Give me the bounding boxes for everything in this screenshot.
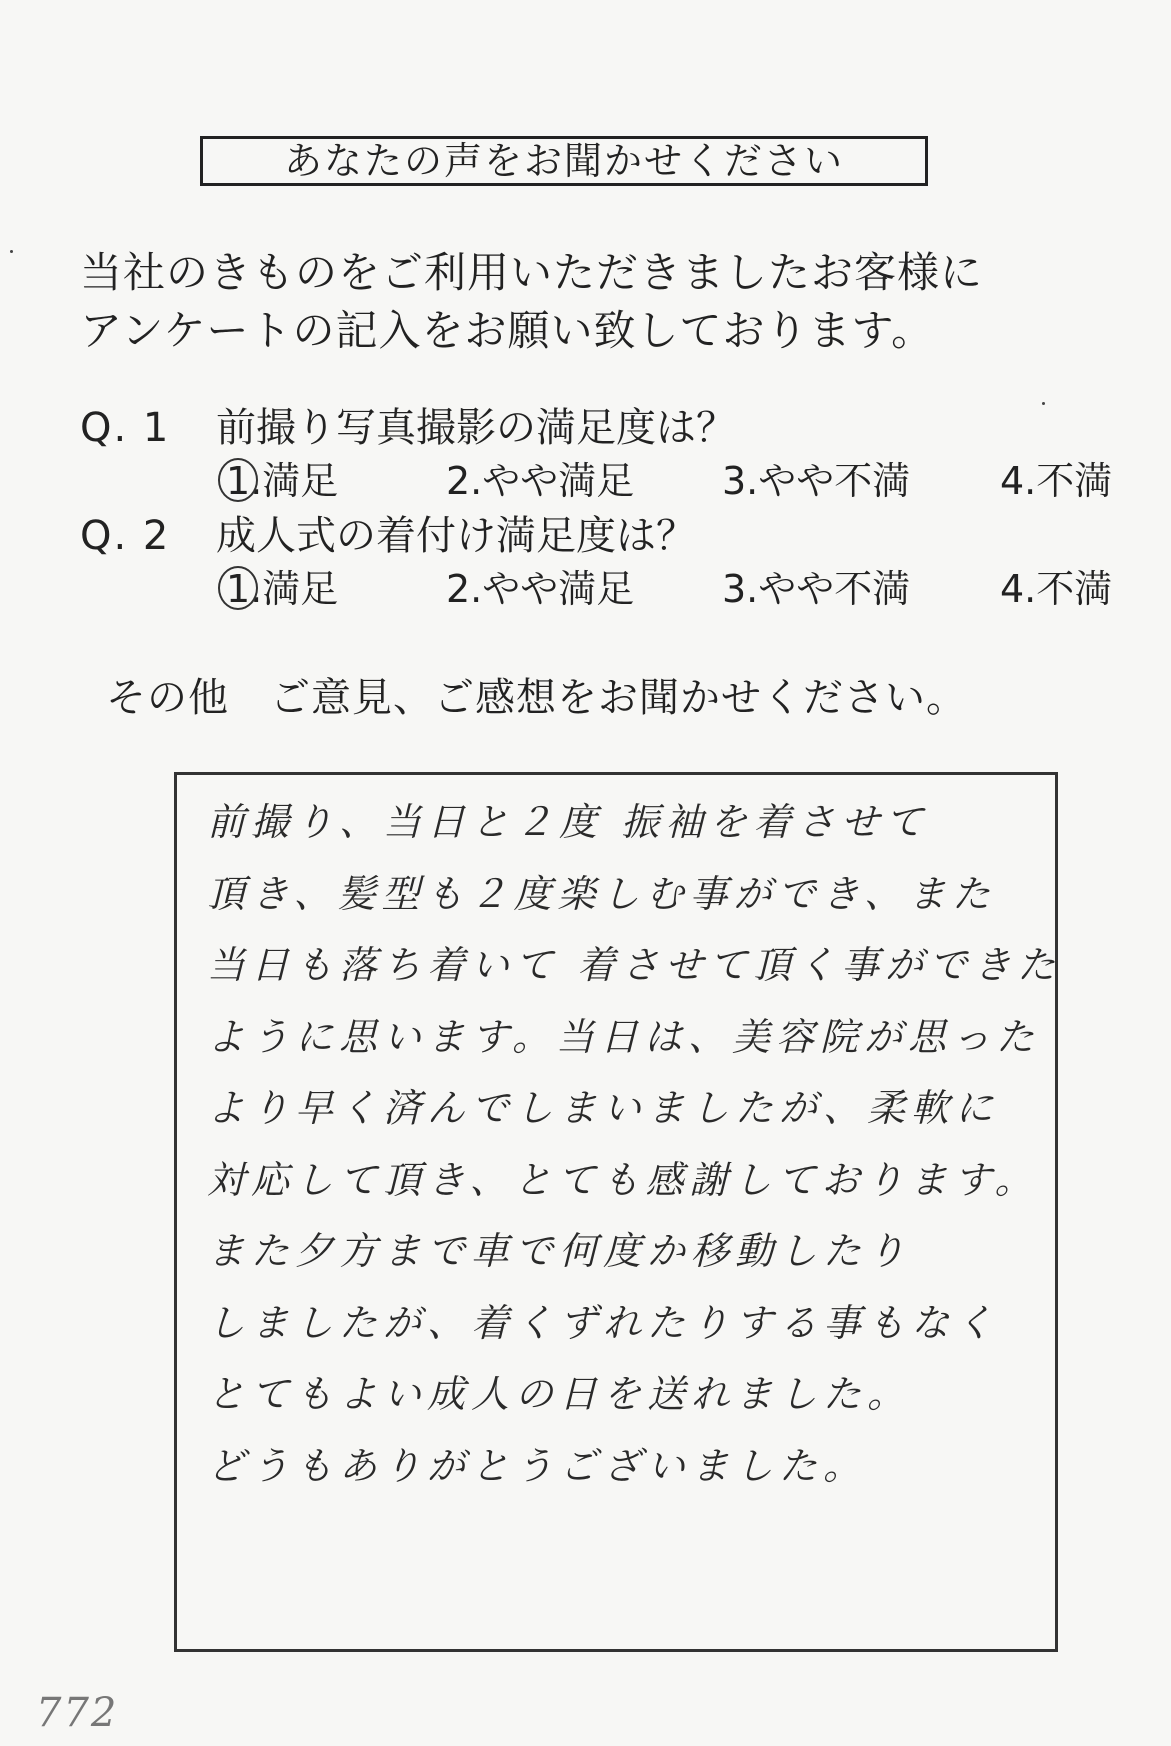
handwritten-line: しましたが、着くずれたりする事もなく xyxy=(207,1300,1000,1345)
question-2-option-3[interactable]: 3.やや不満 xyxy=(722,567,911,611)
intro-line-1: 当社のきものをご利用いただきましたお客様に xyxy=(80,248,984,297)
scan-speck xyxy=(10,250,13,253)
handwritten-line: どうもありがとうございました。 xyxy=(207,1443,868,1488)
handwritten-line: 当日も落ち着いて 着させて頂く事ができた xyxy=(207,943,1062,987)
handwritten-line: 頂き、髪型も２度楽しむ事ができ、また xyxy=(207,871,996,916)
handwritten-line: 対応して頂き、とても感謝しております。 xyxy=(207,1157,1039,1202)
handwritten-comment xyxy=(207,800,1062,1518)
survey-title: あなたの声をお聞かせください xyxy=(283,139,844,183)
question-1-option-2[interactable]: 2.やや満足 xyxy=(446,459,635,503)
question-2-number: Q. 2 xyxy=(80,513,171,559)
handwritten-line: ように思います。当日は、美容院が思った xyxy=(207,1014,1040,1059)
question-1-option-1[interactable]: 1.満足 xyxy=(226,462,338,500)
intro-line-2: アンケートの記入をお願い致しております。 xyxy=(80,306,935,355)
question-2-text: 成人式の着付け満足度は？ xyxy=(216,513,696,559)
other-comments-prompt: その他 ご意見、ご感想をお聞かせください。 xyxy=(106,675,967,721)
scan-speck xyxy=(1042,402,1045,405)
question-1-text: 前撮り写真撮影の満足度は？ xyxy=(216,405,736,451)
question-1-number: Q. 1 xyxy=(80,405,171,451)
handwritten-line: 前撮り、当日と２度 振袖を着させて xyxy=(207,800,930,844)
question-1-option-4[interactable]: 4.不満 xyxy=(1000,459,1113,503)
handwritten-line: より早く済んでしまいましたが、柔軟に xyxy=(207,1086,1000,1130)
question-2-option-1[interactable]: 1.満足 xyxy=(226,570,338,608)
question-2-option-4[interactable]: 4.不満 xyxy=(1000,567,1113,611)
handwritten-line: また夕方まで車で何度か移動したり xyxy=(207,1229,912,1273)
comments-answer-box[interactable] xyxy=(174,772,1062,1652)
question-2 xyxy=(80,513,696,559)
corner-handwritten-number: 772 xyxy=(36,1690,119,1736)
question-2-option-2[interactable]: 2.やや満足 xyxy=(446,567,635,611)
survey-title-box xyxy=(200,136,928,186)
question-1 xyxy=(80,405,736,451)
question-1-option-3[interactable]: 3.やや不満 xyxy=(722,459,911,503)
handwritten-line: とてもよい成人の日を送れました。 xyxy=(207,1372,912,1416)
